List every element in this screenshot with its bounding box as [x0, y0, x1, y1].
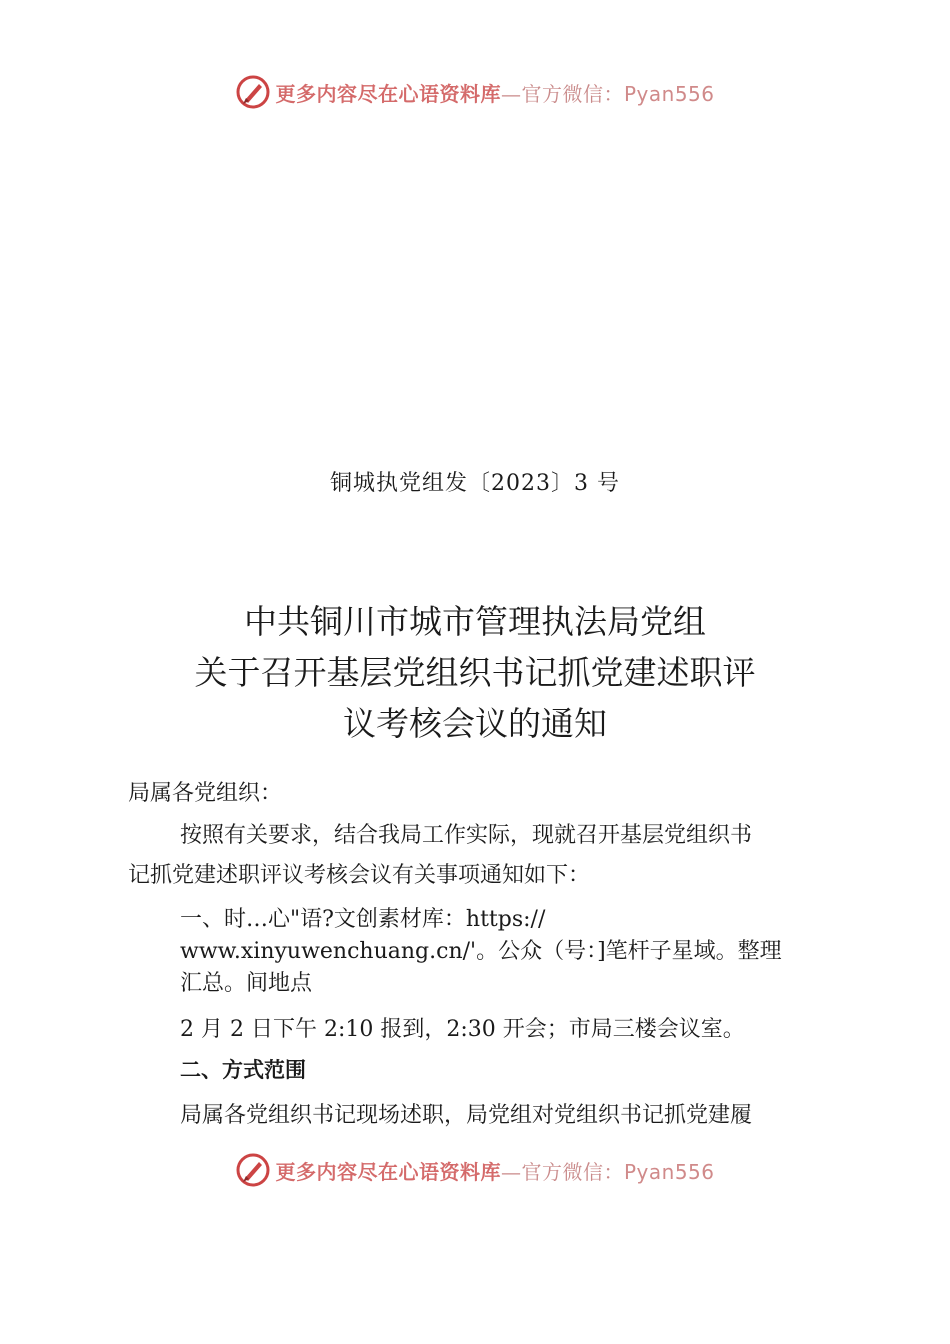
item1-line-3: 汇总。间地点	[180, 971, 313, 996]
watermark-separator: —	[500, 81, 522, 106]
pen-logo-icon	[235, 1152, 271, 1188]
section2-heading: 二、方式范围	[180, 1058, 306, 1082]
watermark-text	[275, 78, 714, 107]
title-line-2: 关于召开基层党组织书记抓党建述职评	[194, 653, 756, 692]
salutation: 局属各党组织：	[128, 781, 283, 806]
item1-detail: 2 月 2 日下午 2:10 报到，2:30 开会；市局三楼会议室。	[180, 1017, 745, 1042]
section2-paragraph-line-1: 局属各党组织书记现场述职，局党组对党组织书记抓党建履	[180, 1103, 753, 1128]
watermark-wechat-id: Pyan556	[623, 81, 715, 106]
watermark-header	[0, 72, 950, 112]
watermark-official-label: 官方微信：	[521, 81, 624, 106]
document-title	[100, 596, 850, 749]
watermark-official-label: 官方微信：	[521, 1159, 624, 1184]
title-line-3: 议考核会议的通知	[343, 704, 607, 743]
title-line-1: 中共铜川市城市管理执法局党组	[244, 602, 706, 641]
watermark-wechat-id: Pyan556	[623, 1159, 715, 1184]
intro-paragraph-line-1: 按照有关要求，结合我局工作实际，现就召开基层党组织书	[180, 823, 753, 848]
watermark-brand: 更多内容尽在心语资料库	[275, 1159, 501, 1184]
pen-logo-icon	[235, 74, 271, 110]
item1-line-1: 一、时…心"语?文创素材库：https://	[180, 907, 546, 932]
document-number: 铜城执党组发〔2023〕3 号	[330, 471, 620, 496]
watermark-footer	[0, 1150, 950, 1190]
watermark-text	[275, 1156, 714, 1185]
watermark-separator: —	[500, 1159, 522, 1184]
item1-line-2: www.xinyuwenchuang.cn/'。公众（号：]笔杆子星域。整理	[180, 939, 782, 964]
intro-paragraph-line-2: 记抓党建述职评议考核会议有关事项通知如下：	[128, 863, 591, 888]
watermark-brand: 更多内容尽在心语资料库	[275, 81, 501, 106]
